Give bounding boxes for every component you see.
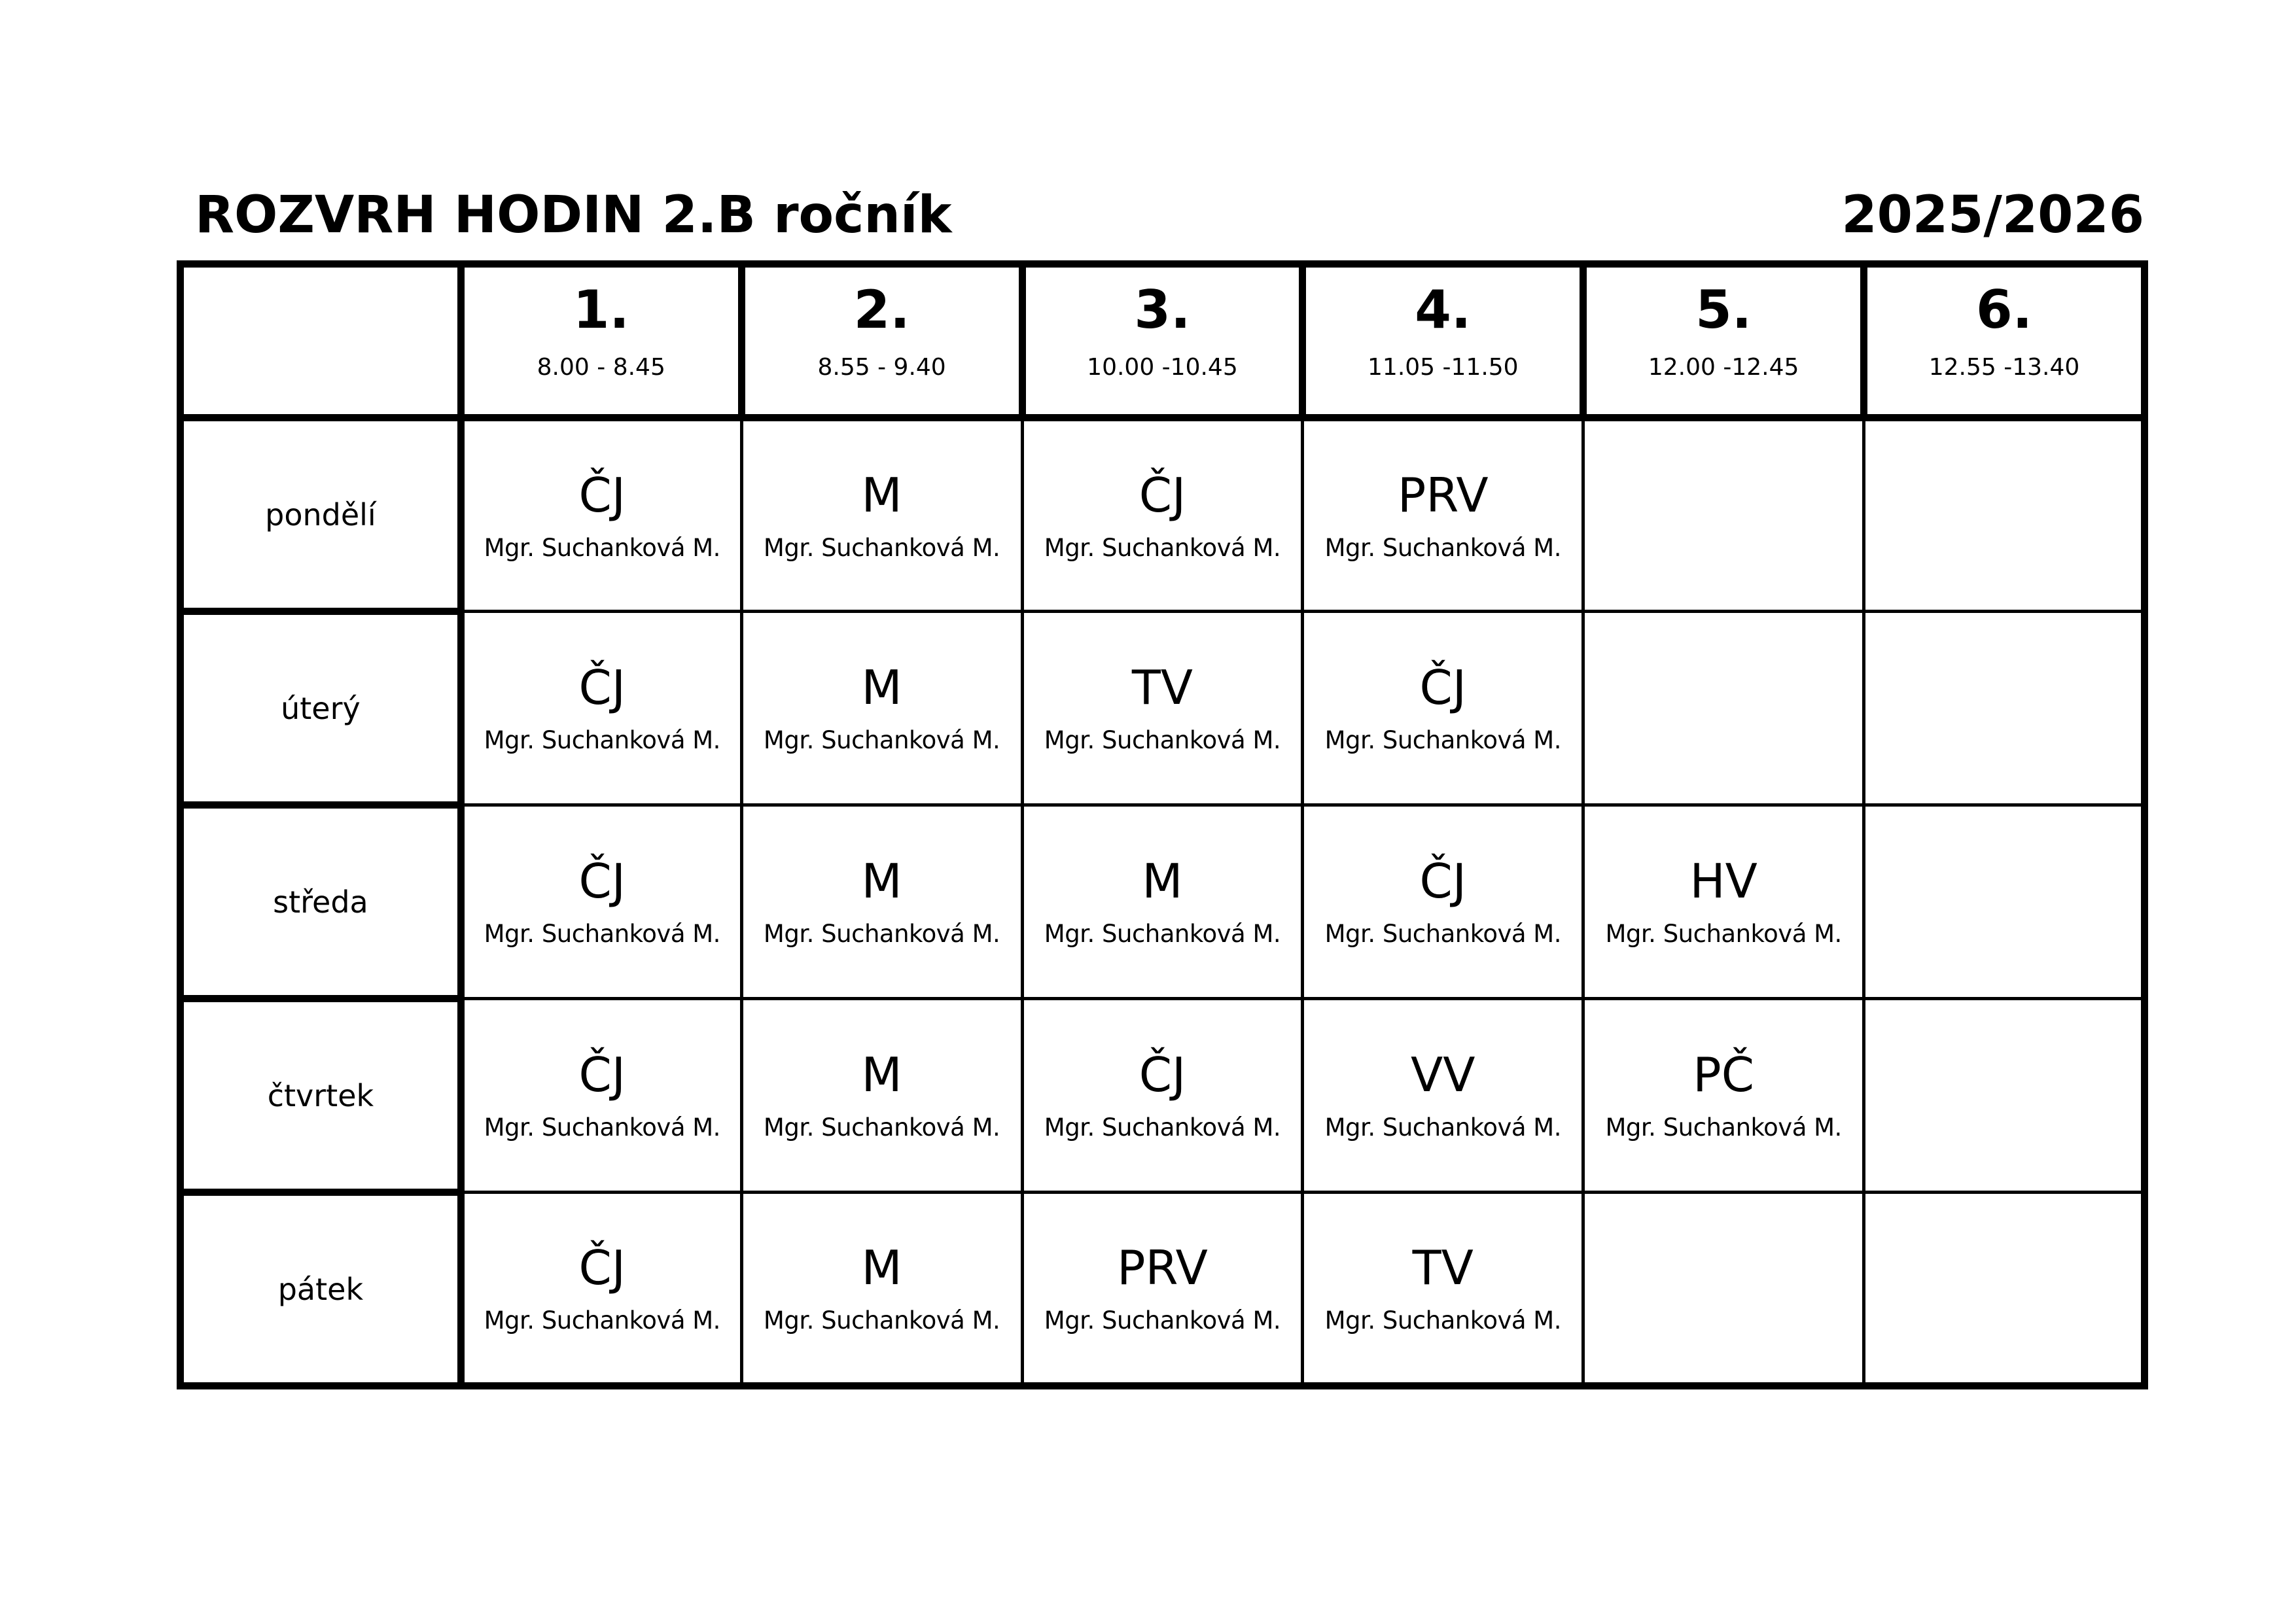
subject-label: ČJ [1139, 1047, 1186, 1102]
period-time: 8.55 - 9.40 [817, 354, 946, 381]
lesson-cell [741, 418, 1022, 612]
day-row-thursday [181, 999, 2145, 1193]
lesson-cell [1583, 999, 1864, 1193]
teacher-label: Mgr. Suchanková M. [484, 920, 720, 948]
day-label: úterý [181, 612, 461, 805]
teacher-label: Mgr. Suchanková M. [484, 726, 720, 754]
lesson-cell [461, 805, 741, 999]
lesson-cell [741, 999, 1022, 1193]
day-label: pátek [181, 1193, 461, 1386]
timetable [177, 260, 2148, 1389]
period-time: 8.00 - 8.45 [537, 354, 665, 381]
corner-cell [181, 264, 461, 418]
period-time: 12.00 -12.45 [1648, 354, 1799, 381]
teacher-label: Mgr. Suchanková M. [484, 533, 720, 562]
subject-label: ČJ [578, 1240, 626, 1295]
teacher-label: Mgr. Suchanková M. [1044, 1113, 1281, 1142]
lesson-cell-empty [1864, 1193, 2145, 1386]
period-header-3 [1022, 264, 1303, 418]
lesson-cell [1583, 805, 1864, 999]
page-title: ROZVRH HODIN 2.B ročník [195, 186, 952, 245]
period-time: 10.00 -10.45 [1087, 354, 1238, 381]
lesson-cell-empty [1864, 999, 2145, 1193]
lesson-cell [461, 612, 741, 805]
teacher-label: Mgr. Suchanková M. [1324, 726, 1561, 754]
subject-label: ČJ [578, 854, 626, 909]
teacher-label: Mgr. Suchanková M. [763, 533, 1000, 562]
day-row-tuesday [181, 612, 2145, 805]
lesson-cell [1303, 1193, 1583, 1386]
subject-label: ČJ [1419, 854, 1467, 909]
lesson-cell-empty [1864, 612, 2145, 805]
lesson-cell-empty [1583, 418, 1864, 612]
subject-label: PRV [1397, 467, 1489, 523]
teacher-label: Mgr. Suchanková M. [1324, 533, 1561, 562]
header-row [181, 264, 2145, 418]
lesson-cell-empty [1583, 612, 1864, 805]
period-time: 11.05 -11.50 [1368, 354, 1519, 381]
subject-label: TV [1412, 1240, 1474, 1295]
period-number: 1. [573, 279, 629, 340]
day-label: pondělí [181, 418, 461, 612]
lesson-cell-empty [1583, 1193, 1864, 1386]
teacher-label: Mgr. Suchanková M. [1044, 920, 1281, 948]
lesson-cell [1022, 999, 1303, 1193]
lesson-cell [1303, 805, 1583, 999]
subject-label: M [861, 467, 902, 523]
period-header-1 [461, 264, 741, 418]
teacher-label: Mgr. Suchanková M. [484, 1113, 720, 1142]
teacher-label: Mgr. Suchanková M. [763, 1113, 1000, 1142]
period-number: 5. [1695, 279, 1752, 340]
lesson-cell [1303, 999, 1583, 1193]
title-bar [177, 186, 2148, 245]
lesson-cell [1022, 805, 1303, 999]
lesson-cell [1022, 1193, 1303, 1386]
day-label: středa [181, 805, 461, 999]
lesson-cell [741, 805, 1022, 999]
day-label: čtvrtek [181, 999, 461, 1193]
subject-label: PRV [1117, 1240, 1208, 1295]
teacher-label: Mgr. Suchanková M. [763, 920, 1000, 948]
subject-label: ČJ [1139, 467, 1186, 523]
subject-label: HV [1689, 854, 1757, 909]
subject-label: M [1142, 854, 1183, 909]
period-header-6 [1864, 264, 2145, 418]
lesson-cell [741, 1193, 1022, 1386]
subject-label: ČJ [1419, 660, 1467, 715]
teacher-label: Mgr. Suchanková M. [1044, 1306, 1281, 1335]
period-time: 12.55 -13.40 [1928, 354, 2080, 381]
subject-label: TV [1131, 660, 1193, 715]
teacher-label: Mgr. Suchanková M. [1044, 533, 1281, 562]
lesson-cell [1303, 612, 1583, 805]
lesson-cell [1022, 612, 1303, 805]
period-header-5 [1583, 264, 1864, 418]
period-header-2 [741, 264, 1022, 418]
teacher-label: Mgr. Suchanková M. [1324, 920, 1561, 948]
subject-label: PČ [1693, 1047, 1754, 1102]
subject-label: VV [1411, 1047, 1475, 1102]
day-row-wednesday [181, 805, 2145, 999]
subject-label: M [861, 1240, 902, 1295]
lesson-cell-empty [1864, 805, 2145, 999]
subject-label: M [861, 854, 902, 909]
teacher-label: Mgr. Suchanková M. [1324, 1113, 1561, 1142]
period-number: 3. [1134, 279, 1191, 340]
period-number: 4. [1415, 279, 1472, 340]
period-number: 6. [1976, 279, 2033, 340]
period-header-4 [1303, 264, 1583, 418]
lesson-cell [461, 418, 741, 612]
teacher-label: Mgr. Suchanková M. [1044, 726, 1281, 754]
lesson-cell [1303, 418, 1583, 612]
lesson-cell [461, 999, 741, 1193]
period-number: 2. [853, 279, 910, 340]
school-year: 2025/2026 [1841, 186, 2144, 245]
day-row-friday [181, 1193, 2145, 1386]
lesson-cell-empty [1864, 418, 2145, 612]
teacher-label: Mgr. Suchanková M. [484, 1306, 720, 1335]
subject-label: ČJ [578, 467, 626, 523]
subject-label: M [861, 660, 902, 715]
subject-label: ČJ [578, 660, 626, 715]
teacher-label: Mgr. Suchanková M. [763, 1306, 1000, 1335]
subject-label: M [861, 1047, 902, 1102]
teacher-label: Mgr. Suchanková M. [763, 726, 1000, 754]
lesson-cell [741, 612, 1022, 805]
teacher-label: Mgr. Suchanková M. [1324, 1306, 1561, 1335]
teacher-label: Mgr. Suchanková M. [1605, 1113, 1842, 1142]
subject-label: ČJ [578, 1047, 626, 1102]
lesson-cell [1022, 418, 1303, 612]
day-row-monday [181, 418, 2145, 612]
teacher-label: Mgr. Suchanková M. [1605, 920, 1842, 948]
lesson-cell [461, 1193, 741, 1386]
